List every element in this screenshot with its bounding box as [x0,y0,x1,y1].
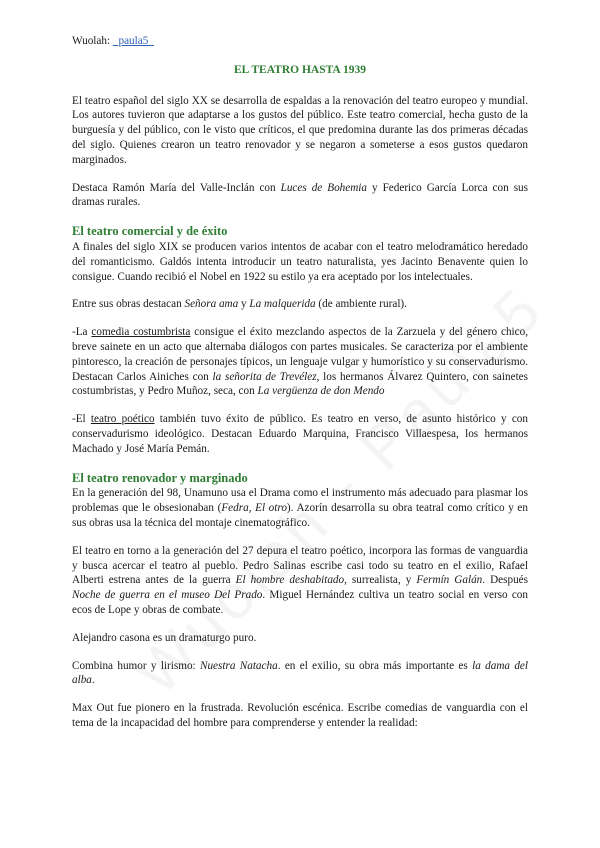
work-title: la dama del alba [72,659,529,687]
work-title: la señorita de Trevélez [212,370,317,383]
work-title: Luces de Bohemia [280,181,368,194]
text-run: -La [72,326,92,339]
text-run: -El [72,413,91,426]
work-title: Noche de guerra en el museo Del Prado [72,589,263,602]
document-title: EL TEATRO HASTA 1939 [234,63,366,76]
section2-paragraph-5: Max Out fue pionero en la frustrada. Revolución escénica. Escribe comedias de vanguardia con el tema de la incapacidad del hombre para comprenderse y entender la realidad: [72,702,528,729]
section1-paragraph-3 [72,325,528,399]
text-run: En la generación del 98, Unamuno usa el Drama como el instrumento más adecuado para plasmar los problemas que le obsesionaban ( [72,487,528,515]
document-page [72,34,528,744]
text-run: , surrealista, y [344,574,417,587]
section2-paragraph-3: Alejandro casona es un dramaturgo puro. [72,631,257,644]
header [72,34,528,49]
header-label: Wuolah: [72,35,111,47]
text-run: , los hermanos Álvarez Quintero, con sainetes costumbristas, y Pedro Muñoz, seca, con [72,370,528,398]
text-run: Destaca Ramón María del Valle-Inclán con [72,181,281,194]
work-title: Nuestra Natacha [200,659,278,672]
work-title: Fedra, El otro [221,502,287,515]
text-run: y [238,298,250,311]
section1-paragraph-2 [72,297,528,312]
section2-paragraph-2 [72,544,528,618]
text-run: . en el exilio, su obra más importante es [277,659,473,672]
text-run: consigue el éxito mezclando aspectos de la Zarzuela y del género chico, breve sainete en un acto que alternaba diálogos con partes musicales. Se caracteriza por el ambiente pintoresco, la creación de personajes típicos, un lenguaje vulgar y humorístico y su conservadurismo. Destacan Carlos Ainiches con [72,326,528,383]
text-run: también tuvo éxito de público. Es teatro en verso, de asunto histórico y con conservadurismo ideológico. Destacan Eduardo Marquina, Francisco Villaespesa, los hermanos Machado y José María Pemán. [72,413,528,455]
section1-paragraph-1: A finales del siglo XIX se producen varios intentos de acabar con el teatro melodramático heredado del romanticismo. Galdós intenta introducir un teatro naturalista, yes Jacinto Benavente quien lo consigue. Cuando recibió el Nobel en 1922 su estilo ya era aceptado por los intelectuales. [72,240,528,283]
underlined-term: teatro poético [90,413,155,426]
intro-paragraph-2 [72,181,528,211]
text-run: Combina humor y lirismo: [72,659,200,672]
text-run: (de ambiente rural). [315,298,407,311]
text-run: . Miguel Hernández cultiva un teatro social en verso con ecos de Lope y obras de combate. [72,589,528,616]
work-title: La vergüenza de don Mendo [257,385,385,398]
section-heading-renovador: El teatro renovador y marginado [72,470,248,485]
underlined-term: comedia costumbrista [91,326,191,339]
text-run: El teatro en torno a la generación del 27 depura el teatro poético, incorpora las formas de vanguardia y busca acercar el teatro al pueblo. Pedro Salinas escribe casi todo su teatro en el exilio, Rafael Alberti estrena antes de la guerra [72,544,528,587]
work-title: La malquerida [249,298,316,311]
work-title: El hombre deshabitado [235,574,345,587]
user-link[interactable]: _paula5_ [112,35,154,47]
intro-paragraph-1: El teatro español del siglo XX se desarrolla de espaldas a la renovación del teatro europeo y mundial. Los autores tuvieron que adaptarse a los gustos del público. Este teatro comercial, hecha gusto de la burguesía y del público, con le visto que críticos, el que predomina durante las dos primeras décadas del siglo. Quienes crearon un teatro renovador y se negaron a someterse a esos gustos quedaron marginados. [72,94,528,166]
text-run: y Federico García Lorca con sus dramas rurales. [72,181,528,209]
section2-paragraph-1 [72,486,528,530]
text-run: ). Azorín desarrolla su obra teatral como crítico y en sus obras usa la técnica del montaje cinematográfico. [72,502,528,529]
section1-paragraph-4 [72,412,528,456]
work-title: Señora ama [184,298,239,311]
text-run: . [91,674,95,687]
text-run: Entre sus obras destacan [72,298,185,311]
section-heading-comercial: El teatro comercial y de éxito [72,224,228,239]
text-run: . Después [482,574,529,587]
work-title: Fermín Galán [416,574,483,587]
section2-paragraph-4 [72,659,528,689]
